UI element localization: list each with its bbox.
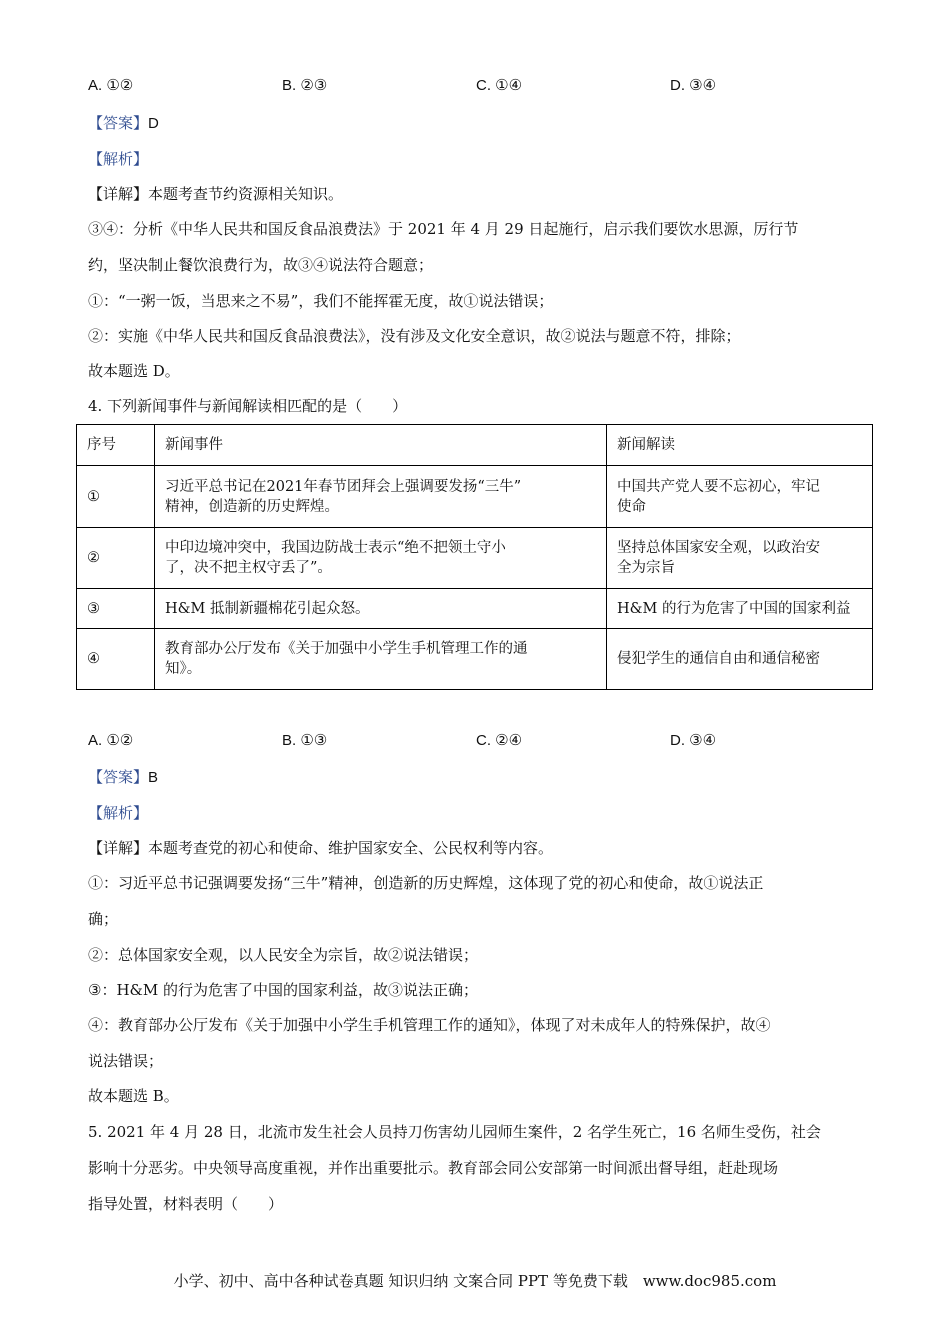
q4-option-c: C. ②④ [476,732,523,749]
table-row [77,466,873,528]
q5-stem-line: 指导处置，材料表明（ ） [88,1195,284,1213]
event-line: 精神，创造新的历史辉煌。 [165,498,339,515]
reading-line: 中国共产党人要不忘初心，牢记 [617,478,820,495]
q3-option-c: C. ①④ [476,77,523,94]
q3-explanation-line: ②：实施《中华人民共和国反食品浪费法》，没有涉及文化安全意识，故②说法与题意不符，排除； [88,327,741,345]
event-line: 了，决不把主权守丢了”。 [165,560,332,576]
event-line: 知》。 [165,661,202,677]
detail-tag: 【详解】 [88,839,149,857]
q4-option-b: B. ①③ [282,732,328,749]
table-row [77,589,873,629]
q4-answer [88,766,158,787]
q3-explanation-line: ①：“一粥一饭，当思来之不易”，我们不能挥霍无度，故①说法错误； [88,292,554,310]
q4-explanation-line: ①：习近平总书记强调要发扬“三牛”精神，创造新的历史辉煌，这体现了党的初心和使命，故①说法正 [88,874,764,892]
row-reading [607,589,873,629]
event-line: H&M 抵制新疆棉花引起众怒。 [165,600,370,617]
detail-text: 本题考查节约资源相关知识。 [148,185,344,203]
q4-stem: 4. 下列新闻事件与新闻解读相匹配的是（ ） [88,397,408,415]
row-num: ② [77,528,155,589]
news-table [76,424,873,690]
row-reading [607,466,873,528]
q4-explanation-line: ③：H&M 的行为危害了中国的国家利益，故③说法正确； [88,981,479,999]
q4-explanation-line: ④：教育部办公厅发布《关于加强中小学生手机管理工作的通知》，体现了对未成年人的特殊保护，故④ [88,1016,771,1034]
q3-analysis-tag: 【解析】 [88,150,149,168]
row-reading [607,629,873,690]
row-reading [607,528,873,589]
reading-line: 全为宗旨 [617,560,675,576]
answer-tag: 【答案】 [88,114,149,132]
q4-explanation-line: 确； [88,910,119,928]
header-reading: 新闻解读 [607,425,873,466]
row-event [155,466,607,528]
reading-line: H&M 的行为危害了中国的国家利益 [617,600,851,617]
q3-explanation-line: ③④：分析《中华人民共和国反食品浪费法》于 2021 年 4 月 29 日起施行，启示我们要饮水思源，厉行节 [88,220,799,238]
event-line: 习近平总书记在2021年春节团拜会上强调要发扬“三牛” [165,478,522,495]
row-num: ④ [77,629,155,690]
header-event: 新闻事件 [155,425,607,466]
row-event [155,589,607,629]
detail-tag: 【详解】 [88,185,149,203]
event-line: 教育部办公厅发布《关于加强中小学生手机管理工作的通 [165,641,528,657]
q4-explanation-line: ②：总体国家安全观，以人民安全为宗旨，故②说法错误； [88,946,479,964]
answer-tag: 【答案】 [88,768,149,786]
q4-option-a: A. ①② [88,732,134,749]
q4-option-d: D. ③④ [670,732,717,749]
q5-stem-line: 影响十分恶劣。中央领导高度重视，并作出重要批示。教育部会同公安部第一时间派出督导组，赶赴现场 [88,1159,779,1177]
reading-line: 侵犯学生的通信自由和通信秘密 [617,651,820,667]
table-row [77,528,873,589]
row-event [155,629,607,690]
q4-analysis-tag: 【解析】 [88,804,149,822]
q3-explanation-line: 约，坚决制止餐饮浪费行为，故③④说法符合题意； [88,256,434,274]
row-num: ① [77,466,155,528]
q3-conclusion: 故本题选 D。 [88,362,180,380]
q3-option-a: A. ①② [88,77,134,94]
reading-line: 坚持总体国家安全观，以政治安 [617,540,820,556]
table-header-row [77,425,873,466]
q3-option-d: D. ③④ [670,77,717,94]
q4-conclusion: 故本题选 B。 [88,1087,179,1105]
answer-value: B [148,769,159,786]
table-row [77,629,873,690]
page-footer: 小学、初中、高中各种试卷真题 知识归纳 文案合同 PPT 等免费下载 www.doc985.com [173,1272,777,1290]
detail-text: 本题考查党的初心和使命、维护国家安全、公民权利等内容。 [148,839,554,857]
q4-detail-line [88,837,553,858]
row-num: ③ [77,589,155,629]
answer-value: D [148,115,159,132]
q3-answer [88,112,159,133]
event-line: 中印边境冲突中，我国边防战士表示“绝不把领土守小 [165,540,506,556]
q4-explanation-line: 说法错误； [88,1052,164,1070]
q3-option-b: B. ②③ [282,77,328,94]
q3-detail-line [88,183,343,204]
reading-line: 使命 [617,498,646,515]
header-num: 序号 [77,425,155,466]
q5-stem-line: 5. 2021 年 4 月 28 日，北流市发生社会人员持刀伤害幼儿园师生案件，2 名学生死亡，16 名师生受伤，社会 [88,1123,821,1141]
row-event [155,528,607,589]
